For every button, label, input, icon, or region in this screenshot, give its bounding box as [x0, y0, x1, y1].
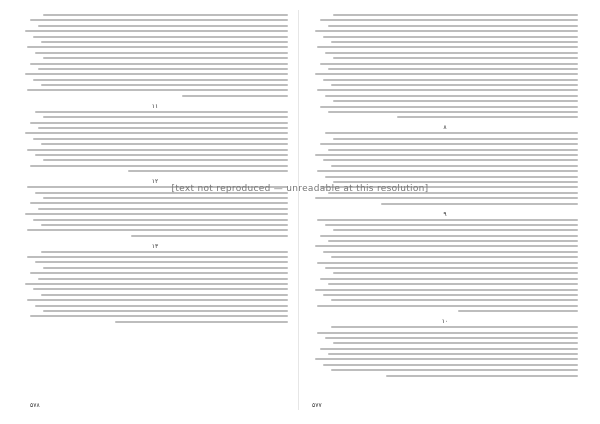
text-line-placeholder: [35, 52, 288, 54]
text-line-placeholder: [315, 358, 578, 360]
text-line-placeholder: [317, 170, 578, 172]
text-line-placeholder: [30, 63, 288, 65]
text-line-placeholder: [328, 283, 578, 285]
text-line-placeholder: [320, 348, 578, 350]
paragraph-block: [312, 14, 578, 118]
text-line-placeholder: [315, 289, 578, 291]
text-line-placeholder: [320, 106, 578, 108]
text-line-placeholder: [386, 375, 578, 377]
text-line-placeholder: [30, 19, 288, 21]
text-line-placeholder: [35, 261, 288, 263]
text-line-placeholder: [323, 36, 578, 38]
text-line-placeholder: [315, 245, 578, 247]
text-line-placeholder: [38, 25, 288, 27]
page-gutter: [298, 10, 299, 410]
text-line-placeholder: [333, 342, 578, 344]
text-line-placeholder: [333, 138, 578, 140]
text-line-placeholder: [331, 256, 578, 258]
text-line-placeholder: [320, 63, 578, 65]
text-line-placeholder: [328, 240, 578, 242]
text-line-placeholder: [33, 138, 288, 140]
text-line-placeholder: [25, 30, 288, 32]
text-line-placeholder: [328, 25, 578, 27]
verse-number: ۸: [443, 124, 447, 132]
text-line-placeholder: [325, 337, 578, 339]
text-line-placeholder: [41, 84, 288, 86]
text-line-placeholder: [331, 326, 578, 328]
text-line-placeholder: [331, 165, 578, 167]
left-page-number: ۵۷۸: [30, 402, 40, 409]
text-line-placeholder: [182, 95, 288, 97]
text-line-placeholder: [30, 202, 288, 204]
text-line-placeholder: [27, 46, 288, 48]
text-line-placeholder: [331, 299, 578, 301]
text-line-placeholder: [317, 89, 578, 91]
text-line-placeholder: [33, 219, 288, 221]
text-line-placeholder: [27, 149, 288, 151]
text-line-placeholder: [325, 95, 578, 97]
paragraph-block: [312, 219, 578, 313]
text-line-placeholder: [317, 332, 578, 334]
text-line-placeholder: [27, 299, 288, 301]
text-line-placeholder: [320, 278, 578, 280]
paragraph-block: [22, 111, 288, 172]
text-line-placeholder: [323, 294, 578, 296]
text-line-placeholder: [333, 181, 578, 183]
text-line-placeholder: [41, 41, 288, 43]
text-line-placeholder: [315, 73, 578, 75]
text-line-placeholder: [325, 267, 578, 269]
right-page: [312, 14, 578, 394]
text-line-placeholder: [115, 321, 288, 323]
text-line-placeholder: [35, 111, 288, 113]
left-page: [22, 14, 288, 394]
text-line-placeholder: [35, 305, 288, 307]
text-line-placeholder: [41, 251, 288, 253]
text-line-placeholder: [320, 143, 578, 145]
text-line-placeholder: [315, 30, 578, 32]
text-line-placeholder: [331, 41, 578, 43]
text-line-placeholder: [33, 288, 288, 290]
text-line-placeholder: [333, 272, 578, 274]
text-line-placeholder: [317, 305, 578, 307]
text-line-placeholder: [30, 315, 288, 317]
text-line-placeholder: [325, 176, 578, 178]
text-line-placeholder: [328, 353, 578, 355]
text-line-placeholder: [38, 68, 288, 70]
text-line-placeholder: [328, 111, 578, 113]
text-line-placeholder: [33, 36, 288, 38]
text-line-placeholder: [35, 154, 288, 156]
text-line-placeholder: [331, 369, 578, 371]
text-line-placeholder: [315, 154, 578, 156]
transcription-notice: [text not reproduced — unreadable at this resolution]: [171, 184, 429, 194]
text-line-placeholder: [43, 267, 288, 269]
text-line-placeholder: [41, 143, 288, 145]
paragraph-block: [22, 251, 288, 323]
text-line-placeholder: [25, 283, 288, 285]
text-line-placeholder: [323, 364, 578, 366]
text-line-placeholder: [325, 132, 578, 134]
right-page-number: ۵۷۷: [312, 402, 322, 409]
text-line-placeholder: [325, 224, 578, 226]
text-line-placeholder: [25, 73, 288, 75]
text-line-placeholder: [320, 19, 578, 21]
text-line-placeholder: [381, 203, 578, 205]
text-line-placeholder: [315, 197, 578, 199]
text-line-placeholder: [30, 272, 288, 274]
text-line-placeholder: [325, 52, 578, 54]
text-line-placeholder: [323, 79, 578, 81]
text-line-placeholder: [328, 149, 578, 151]
verse-number: ۱۲: [151, 178, 159, 186]
text-line-placeholder: [38, 208, 288, 210]
text-line-placeholder: [25, 132, 288, 134]
text-line-placeholder: [30, 165, 288, 167]
text-line-placeholder: [43, 14, 288, 16]
text-line-placeholder: [41, 224, 288, 226]
text-line-placeholder: [33, 79, 288, 81]
verse-number: ۱۱: [151, 102, 159, 110]
text-line-placeholder: [43, 310, 288, 312]
text-line-placeholder: [27, 256, 288, 258]
text-line-placeholder: [43, 197, 288, 199]
text-line-placeholder: [43, 116, 288, 118]
text-line-placeholder: [38, 278, 288, 280]
text-line-placeholder: [323, 251, 578, 253]
text-line-placeholder: [328, 68, 578, 70]
text-line-placeholder: [41, 294, 288, 296]
verse-number: ۱۳: [151, 242, 159, 250]
text-line-placeholder: [317, 219, 578, 221]
text-line-placeholder: [317, 46, 578, 48]
text-line-placeholder: [333, 229, 578, 231]
text-line-placeholder: [397, 116, 578, 118]
paragraph-block: [312, 326, 578, 377]
text-line-placeholder: [458, 310, 578, 312]
text-line-placeholder: [128, 170, 288, 172]
verse-number: ۱۰: [441, 318, 449, 326]
verse-number: ۹: [443, 210, 447, 218]
text-line-placeholder: [333, 57, 578, 59]
text-line-placeholder: [333, 14, 578, 16]
text-line-placeholder: [331, 84, 578, 86]
text-line-placeholder: [38, 127, 288, 129]
paragraph-block: [22, 14, 288, 97]
text-line-placeholder: [27, 229, 288, 231]
text-line-placeholder: [323, 159, 578, 161]
text-line-placeholder: [320, 235, 578, 237]
text-line-placeholder: [27, 89, 288, 91]
text-line-placeholder: [25, 213, 288, 215]
text-line-placeholder: [333, 100, 578, 102]
text-line-placeholder: [30, 122, 288, 124]
text-line-placeholder: [131, 235, 288, 237]
text-line-placeholder: [317, 262, 578, 264]
text-line-placeholder: [43, 159, 288, 161]
text-line-placeholder: [43, 57, 288, 59]
